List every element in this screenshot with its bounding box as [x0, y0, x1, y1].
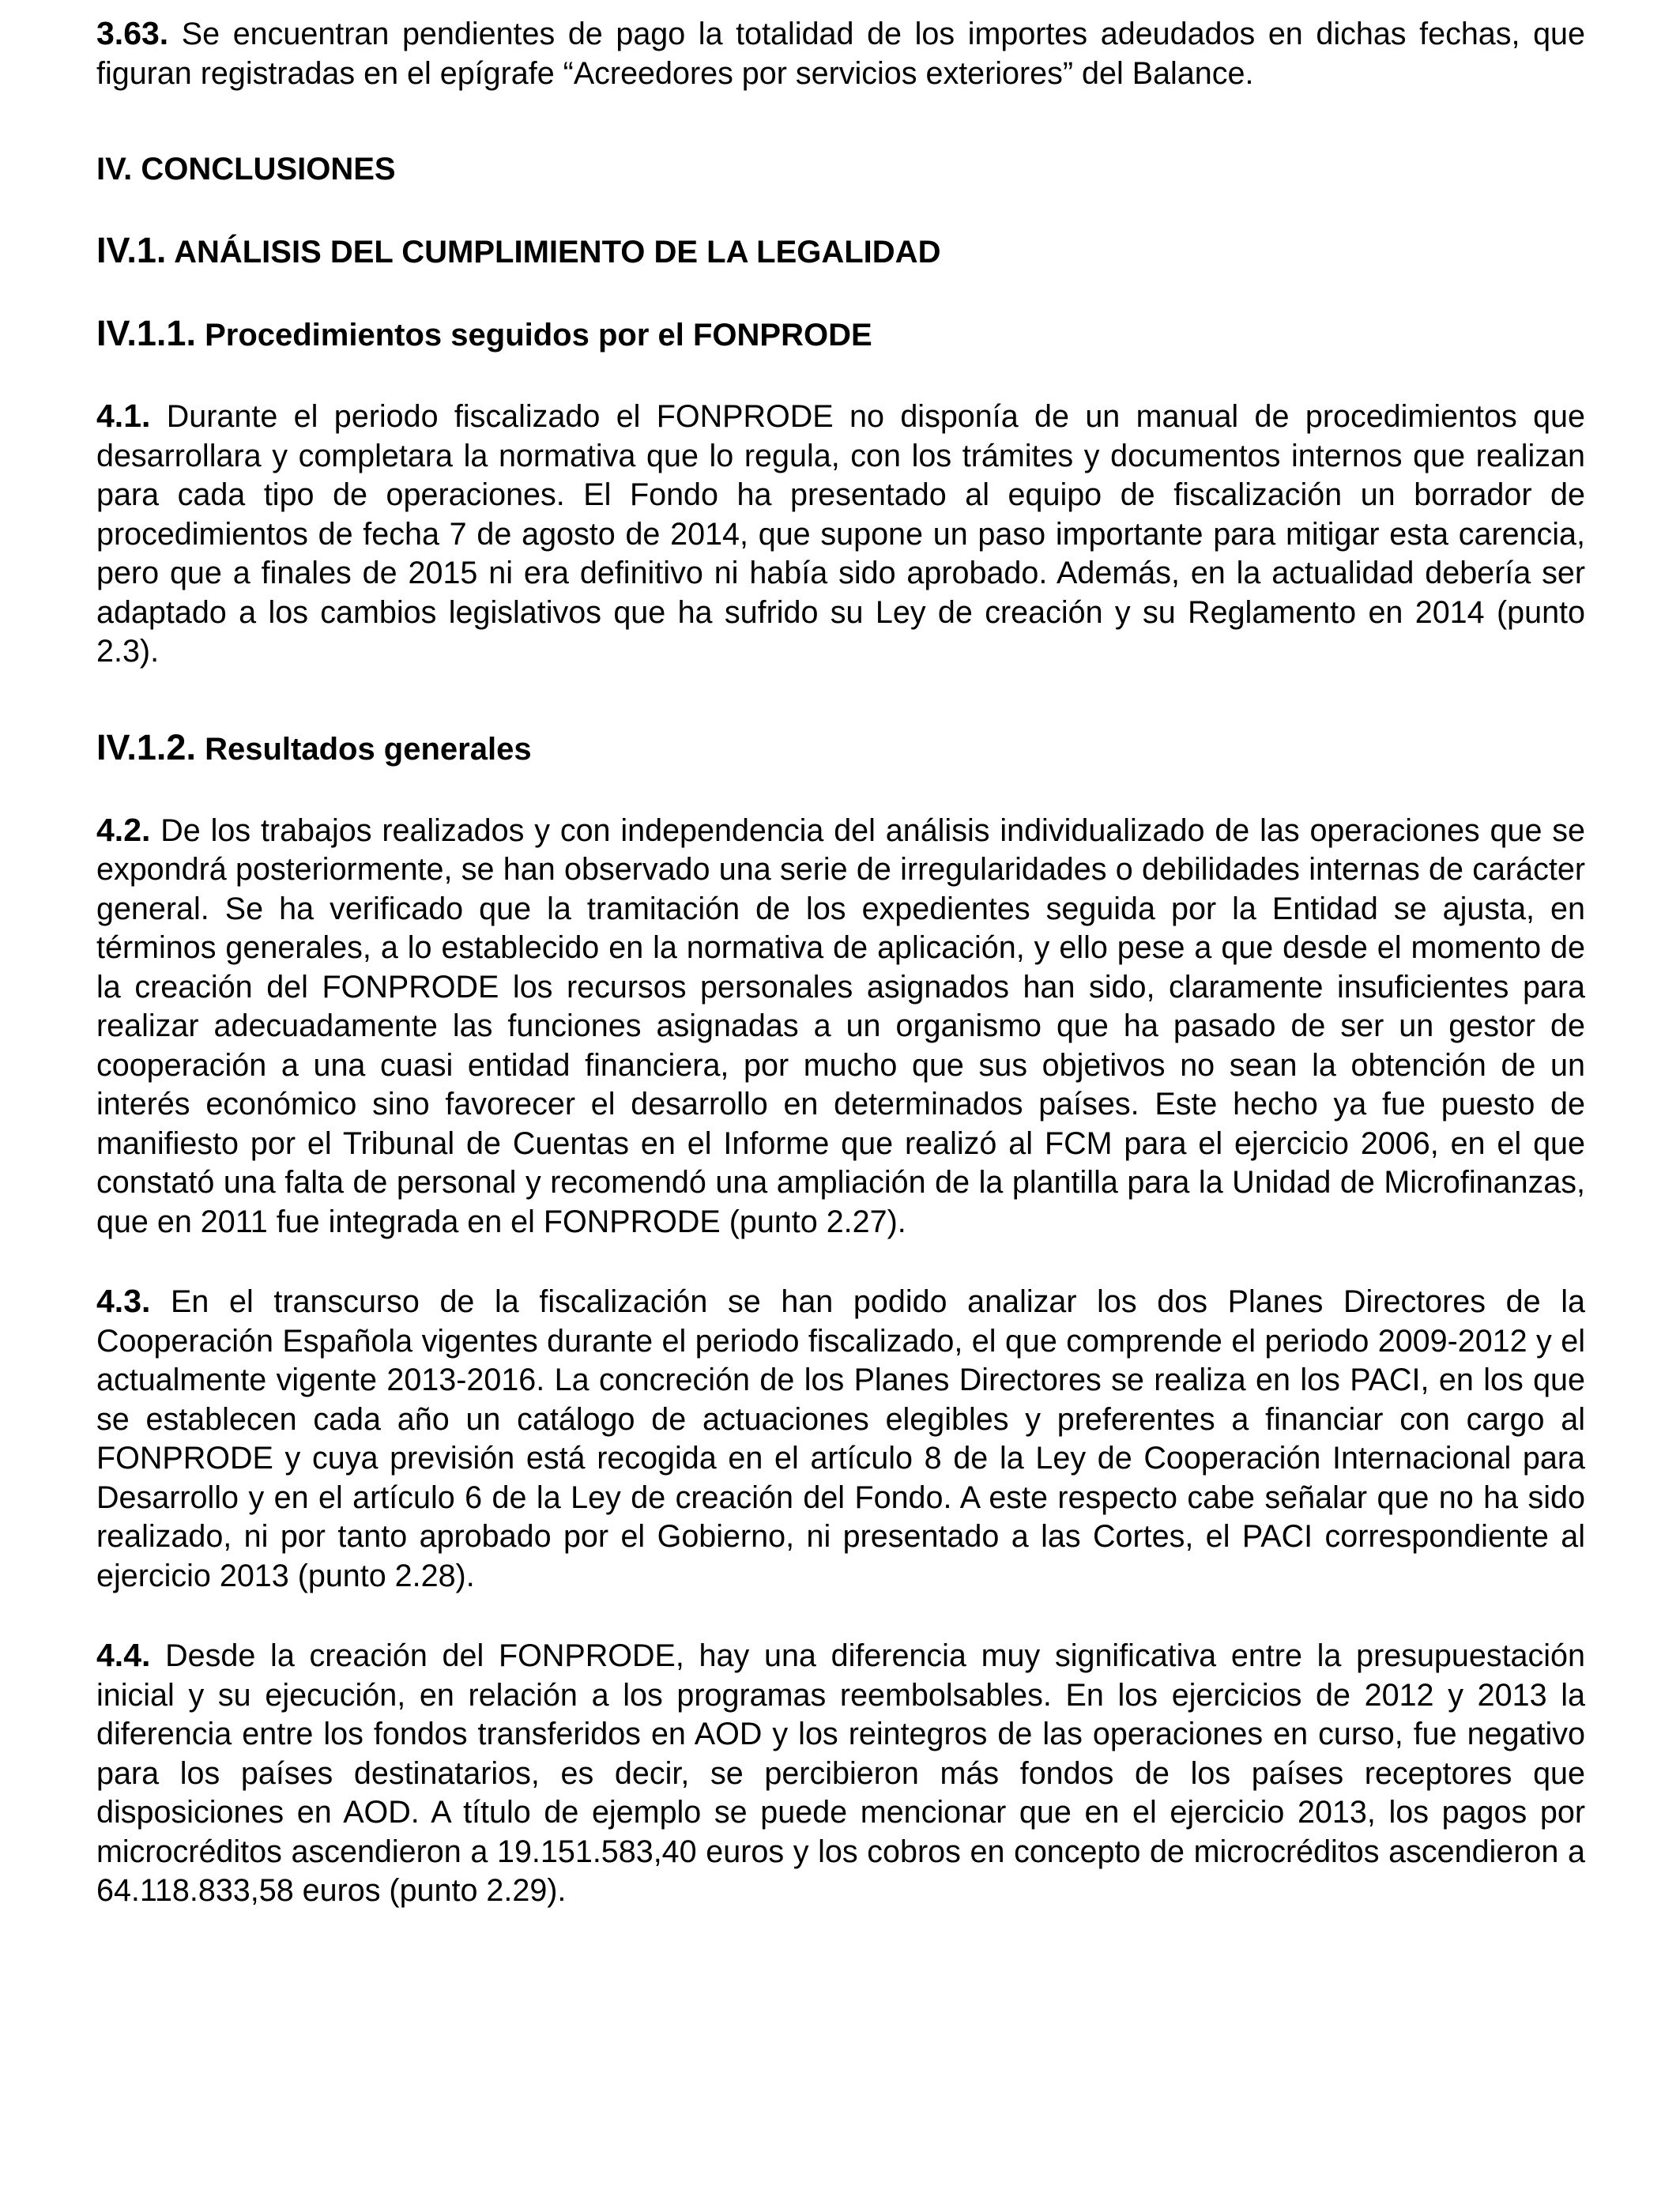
- paragraph-4-3: [96, 1282, 1585, 1596]
- heading-conclusiones: IV. CONCLUSIONES: [96, 152, 396, 187]
- paragraph-text: Desde la creación del FONPRODE, hay una diferencia muy significativa entre la presupuestación inicial y su ejecución, en relación a los programas reembolsables. En los ejercicios de 2012 y 2013 la diferencia entre los fondos transferidos en AOD y los reintegros de las operaciones en curso, fue negativo para los países destinatarios, es decir, se percibieron más fondos de los países receptores que disposiciones en AOD. A título de ejemplo se puede mencionar que en el ejercicio 2013, los pagos por microcréditos ascendieron a 19.151.583,40 euros y los cobros en concepto de microcréditos ascendieron a 64.118.833,58 euros (punto 2.29).: [96, 1638, 1585, 1908]
- heading-resultados-generales: [96, 728, 1585, 769]
- heading-number: IV.1.2.: [96, 726, 196, 767]
- paragraph-3-63: [96, 14, 1585, 93]
- paragraph-text: En el transcurso de la fiscalización se han podido analizar los dos Planes Directores de la Cooperación Española vigentes durante el periodo fiscalizado, el que comprende el periodo 2009-2012 y el actualmente vigente 2013-2016. La concreción de los Planes Directores se realiza en los PACI, en los que se establecen cada año un catálogo de actuaciones elegibles y preferentes a financiar con cargo al FONPRODE y cuya previsión está recogida en el artículo 8 de la Ley de Cooperación Internacional para Desarrollo y en el artículo 6 de la Ley de creación del Fondo. A este respecto cabe señalar que no ha sido realizado, ni por tanto aprobado por el Gobierno, ni presentado a las Cortes, el PACI correspondiente al ejercicio 2013 (punto 2.28).: [96, 1284, 1585, 1593]
- heading-number: IV.1.: [96, 230, 167, 270]
- heading-number: IV.1.1.: [96, 313, 196, 353]
- heading-analisis-legalidad: [96, 231, 1585, 272]
- heading-procedimientos: [96, 314, 1585, 355]
- paragraph-text: De los trabajos realizados y con independencia del análisis individualizado de las operaciones que se expondrá posteriormente, se han observado una serie de irregularidades o debilidades internas de carácter general. Se ha verificado que la tramitación de los expedientes seguida por la Entidad se ajusta, en términos generales, a lo establecido en la normativa de aplicación, y ello pese a que desde el momento de la creación del FONPRODE los recursos personales asignados han sido, claramente insuficientes para realizar adecuadamente las funciones asignadas a un organismo que ha pasado de ser un gestor de cooperación a una cuasi entidad financiera, por mucho que sus objetivos no sean la obtención de un interés económico sino favorecer el desarrollo en determinados países. Este hecho ya fue puesto de manifiesto por el Tribunal de Cuentas en el Informe que realizó al FCM para el ejercicio 2006, en el que constató una falta de personal y recomendó una ampliación de la plantilla para la Unidad de Microfinanzas, que en 2011 fue integrada en el FONPRODE (punto 2.27).: [96, 812, 1585, 1239]
- heading-text: Procedimientos seguidos por el FONPRODE: [205, 318, 872, 352]
- paragraph-4-1: [96, 397, 1585, 672]
- paragraph-number: 4.1.: [96, 398, 151, 434]
- paragraph-4-4: [96, 1636, 1585, 1911]
- document-page: [96, 14, 1585, 1911]
- paragraph-number: 4.4.: [96, 1637, 151, 1673]
- paragraph-number: 3.63.: [96, 15, 169, 51]
- paragraph-text: Durante el periodo fiscalizado el FONPRODE no disponía de un manual de procedimientos que desarrollara y completara la normativa que lo regula, con los trámites y documentos internos que realizan para cada tipo de operaciones. El Fondo ha presentado al equipo de fiscalización un borrador de procedimientos de fecha 7 de agosto de 2014, que supone un paso importante para mitigar esta carencia, pero que a finales de 2015 ni era definitivo ni había sido aprobado. Además, en la actualidad debería ser adaptado a los cambios legislativos que ha sufrido su Ley de creación y su Reglamento en 2014 (punto 2.3).: [96, 399, 1585, 669]
- paragraph-number: 4.2.: [96, 811, 151, 848]
- paragraph-number: 4.3.: [96, 1283, 151, 1319]
- heading-text: Resultados generales: [205, 731, 532, 767]
- paragraph-4-2: [96, 811, 1585, 1242]
- paragraph-text: Se encuentran pendientes de pago la totalidad de los importes adeudados en dichas fechas, que figuran registradas en el epígrafe “Acreedores por servicios exteriores” del Balance.: [96, 17, 1585, 91]
- heading-text: ANÁLISIS DEL CUMPLIMIENTO DE LA LEGALIDAD: [174, 235, 941, 270]
